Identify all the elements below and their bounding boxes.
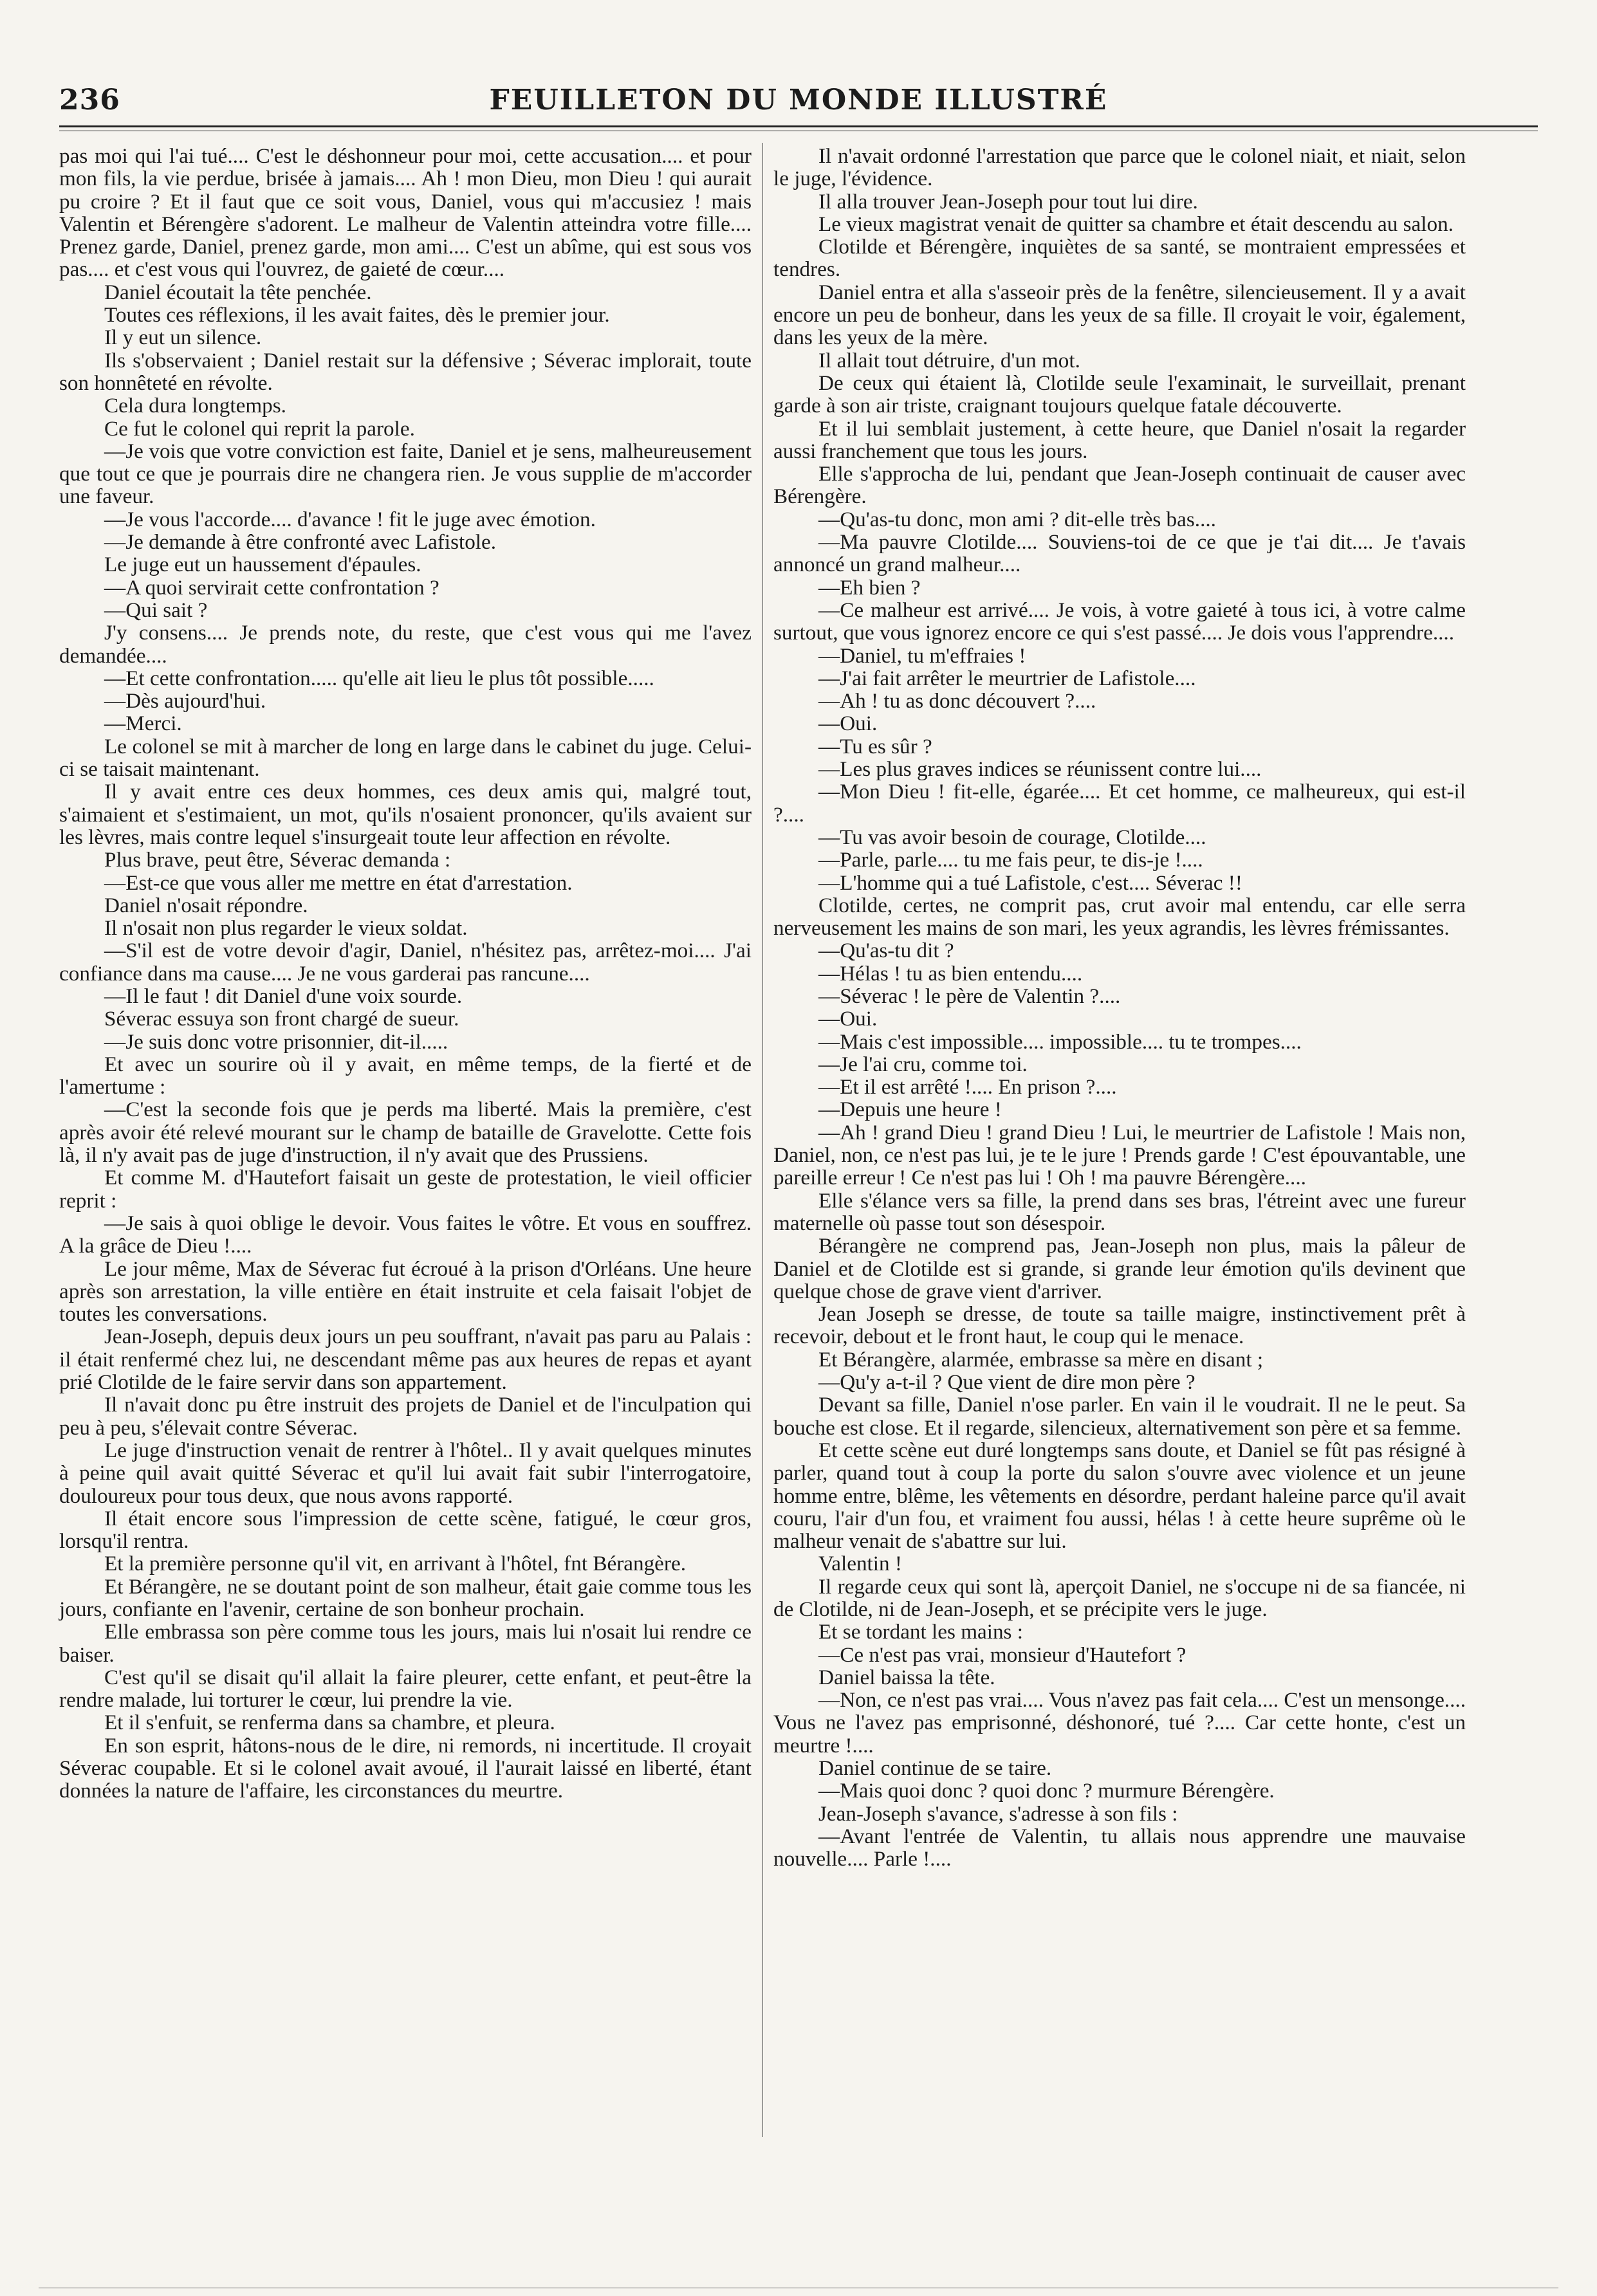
paragraph: —Oui.: [818, 1007, 878, 1031]
paragraph: —S'il est de votre devoir d'agir, Daniel, n'hésitez pas, arrêtez-moi.... J'ai confiance dans ma cause.... Je ne vous garderai pas rancune....: [59, 939, 752, 986]
paragraph: Séverac essuya son front chargé de sueur.: [104, 1007, 459, 1031]
paragraph: —Ce malheur est arrivé.... Je vois, à votre gaieté à tous ici, à votre calme surtout, que vous ignorez encore ce qui s'est passé.... Je dois vous l'apprendre....: [773, 598, 1466, 645]
paragraph: Et cette scène eut duré longtemps sans doute, et Daniel se fût pas résigné à parler, quand tout à coup la porte du salon s'ouvre avec violence et un jeune homme entre, blême, les vêtements en désordre, perdant haleine parce qu'il avait couru, l'air d'un fou, et vraiment fou aussi, hélas ! à cette heure suprême où le malheur venait de s'abattre sur lui.: [773, 1438, 1466, 1554]
paragraph: —Parle, parle.... tu me fais peur, te dis-je !....: [818, 848, 1203, 872]
paragraph: —Les plus graves indices se réunissent contre lui....: [818, 757, 1262, 782]
paragraph: —Depuis une heure !: [818, 1097, 1002, 1122]
paragraph: Il était encore sous l'impression de cette scène, fatigué, le cœur gros, lorsqu'il rentra.: [59, 1506, 752, 1554]
paragraph: Il n'avait ordonné l'arrestation que parce que le colonel niait, et niait, selon le juge, l'évidence.: [773, 144, 1466, 191]
paragraph: Il n'avait donc pu être instruit des projets de Daniel et de l'inculpation qui peu à peu, s'élevait contre Séverac.: [59, 1393, 752, 1440]
paragraph: Et comme M. d'Hautefort faisait un geste de protestation, le vieil officier reprit :: [59, 1166, 752, 1213]
paragraph: Il y eut un silence.: [104, 326, 262, 350]
paragraph: —Je suis donc votre prisonnier, dit-il.....: [104, 1029, 448, 1054]
paragraph: Il alla trouver Jean-Joseph pour tout lui dire.: [818, 189, 1198, 214]
paragraph: Valentin !: [818, 1552, 902, 1576]
paragraph: Le juge d'instruction venait de rentrer à l'hôtel.. Il y avait quelques minutes à peine quil avait quitté Séverac et qu'il lui avait fait subir l'interrogatoire, douloureux pour tous deux, que nous avons rapporté.: [59, 1438, 752, 1508]
paragraph: —Eh bien ?: [818, 575, 921, 600]
paragraph: Bérangère ne comprend pas, Jean-Joseph non plus, mais la pâleur de Daniel et de Clotilde est si grande, si grande leur émotion qu'ils devinent que quelque chose de grave vient d'arriver.: [773, 1234, 1466, 1303]
paragraph: —Non, ce n'est pas vrai.... Vous n'avez pas fait cela.... C'est un mensonge.... Vous ne l'avez pas emprisonné, déshonoré, tué ?.... Car cette honte, c'est un meurtre !....: [773, 1688, 1466, 1758]
paragraph: Et Bérangère, alarmée, embrasse sa mère en disant ;: [818, 1347, 1264, 1372]
paragraph: —Il le faut ! dit Daniel d'une voix sourde.: [104, 984, 463, 1008]
paragraph: Cela dura longtemps.: [104, 394, 286, 418]
paragraph: Clotilde et Bérengère, inquiètes de sa santé, se montraient empressées et tendres.: [773, 235, 1466, 282]
paragraph: —C'est la seconde fois que je perds ma liberté. Mais la première, c'est après avoir été relevé mourant sur le champ de bataille de Gravelotte. Cette fois là, il n'y avait pas de juge d'instruction, il n'y avait que des Prussiens.: [59, 1097, 752, 1168]
paragraph: —Mais quoi donc ? quoi donc ? murmure Bérengère.: [818, 1779, 1275, 1803]
paragraph: J'y consens.... Je prends note, du reste, que c'est vous qui me l'avez demandée....: [59, 621, 752, 668]
paragraph: Plus brave, peut être, Séverac demanda :: [104, 848, 451, 872]
paragraph: Et il lui semblait justement, à cette heure, que Daniel n'osait la regarder aussi franchement que tous les jours.: [773, 416, 1466, 463]
paragraph: Jean-Joseph s'avance, s'adresse à son fils :: [818, 1801, 1178, 1826]
paragraph: —Mon Dieu ! fit-elle, égarée.... Et cet homme, ce malheureux, qui est-il ?....: [773, 780, 1466, 827]
paragraph: Et avec un sourire où il y avait, en même temps, de la fierté et de l'amertume :: [59, 1052, 752, 1099]
paragraph: Et il s'enfuit, se renferma dans sa chambre, et pleura.: [104, 1711, 555, 1735]
paragraph: —Ce n'est pas vrai, monsieur d'Hautefort ?: [818, 1642, 1186, 1667]
header-rule: [59, 125, 1538, 127]
paragraph: Le vieux magistrat venait de quitter sa chambre et était descendu au salon.: [818, 212, 1454, 236]
paragraph: Clotilde, certes, ne comprit pas, crut avoir mal entendu, car elle serra nerveusement les mains de son mari, les yeux agrandis, les lèvres frémissantes.: [773, 893, 1466, 941]
paragraph: —J'ai fait arrêter le meurtrier de Lafistole....: [818, 666, 1196, 690]
paragraph: Toutes ces réflexions, il les avait faites, dès le premier jour.: [104, 303, 610, 327]
paragraph: —Dès aujourd'hui.: [104, 689, 266, 713]
paragraph: —Ah ! tu as donc découvert ?....: [818, 689, 1096, 713]
paragraph: Et la première personne qu'il vit, en arrivant à l'hôtel, fnt Bérangère.: [104, 1552, 686, 1576]
paragraph: Ils s'observaient ; Daniel restait sur la défensive ; Séverac implorait, toute son honnêteté en révolte.: [59, 348, 752, 395]
paragraph: —Qui sait ?: [104, 598, 208, 622]
paragraph: —Tu es sûr ?: [818, 734, 932, 758]
paragraph: —Mais c'est impossible.... impossible.... tu te trompes....: [818, 1029, 1302, 1054]
page-number: 236: [59, 84, 120, 116]
paragraph: —Je demande à être confronté avec Lafistole.: [104, 530, 497, 555]
paragraph: —Qu'y a-t-il ? Que vient de dire mon père ?: [818, 1370, 1195, 1395]
paragraph: Jean Joseph se dresse, de toute sa taille maigre, instinctivement prêt à recevoir, debout et le front haut, le coup qui le menace.: [773, 1302, 1466, 1349]
paragraph: Et se tordant les mains :: [818, 1620, 1023, 1644]
paragraph: Daniel n'osait répondre.: [104, 893, 308, 917]
paragraph: —Est-ce que vous aller me mettre en état d'arrestation.: [104, 870, 573, 895]
paragraph: De ceux qui étaient là, Clotilde seule l'examinait, le surveillait, prenant garde à son air triste, craignant toujours quelque fatale découverte.: [773, 371, 1466, 418]
paragraph: —Oui.: [818, 712, 878, 736]
paragraph: Daniel baissa la tête.: [818, 1665, 995, 1689]
paragraph: Daniel écoutait la tête penchée.: [104, 280, 372, 304]
column-divider: [762, 143, 763, 2137]
paragraph: —Je vous l'accorde.... d'avance ! fit le juge avec émotion.: [104, 507, 596, 531]
paragraph: Daniel entra et alla s'asseoir près de la fenêtre, silencieusement. Il y a avait encore un peu de bonheur, dans les yeux de sa fille. Il croyait le voir, également, dans les yeux de la mère.: [773, 280, 1466, 350]
paragraph: —Tu vas avoir besoin de courage, Clotilde....: [818, 825, 1206, 849]
paragraph: Et Bérangère, ne se doutant point de son malheur, était gaie comme tous les jours, confiante en l'avenir, certaine de son bonheur prochain.: [59, 1574, 752, 1621]
paragraph: Il allait tout détruire, d'un mot.: [818, 348, 1080, 372]
paragraph: —Ah ! grand Dieu ! grand Dieu ! Lui, le meurtrier de Lafistole ! Mais non, Daniel, non, ce n'est pas lui, je te le jure ! Prends garde ! C'est épouvantable, une pareille erreur ! Ce n'est pas lui ! Oh ! ma pauvre Bérengère....: [773, 1120, 1466, 1190]
paragraph: —Et il est arrêté !.... En prison ?....: [818, 1075, 1117, 1099]
page-title: FEUILLETON DU MONDE ILLUSTRÉ: [489, 84, 1108, 116]
paragraph: —Et cette confrontation..... qu'elle ait lieu le plus tôt possible.....: [104, 666, 654, 690]
left-text-column: [59, 145, 752, 1803]
paragraph: —Séverac ! le père de Valentin ?....: [818, 984, 1121, 1008]
paragraph: —Hélas ! tu as bien entendu....: [818, 961, 1083, 986]
paragraph: Elle s'élance vers sa fille, la prend dans ses bras, l'étreint avec une fureur maternelle où passe tout son désespoir.: [773, 1188, 1466, 1235]
paragraph: —Qu'as-tu donc, mon ami ? dit-elle très bas....: [818, 507, 1216, 531]
paragraph: Il regarde ceux qui sont là, aperçoit Daniel, ne s'occupe ni de sa fiancée, ni de Clotilde, ni de Jean-Joseph, et se précipite vers le juge.: [773, 1574, 1466, 1621]
paragraph: —Avant l'entrée de Valentin, tu allais nous apprendre une mauvaise nouvelle.... Parle !....: [773, 1824, 1466, 1871]
paragraph: Le juge eut un haussement d'épaules.: [104, 553, 421, 577]
paragraph: —Qu'as-tu dit ?: [818, 939, 954, 963]
paragraph: Daniel continue de se taire.: [818, 1756, 1052, 1781]
paragraph: Ce fut le colonel qui reprit la parole.: [104, 416, 415, 441]
paragraph: Il y avait entre ces deux hommes, ces deux amis qui, malgré tout, s'aimaient et s'estimaient, un mot, qu'ils n'osaient prononcer, qu'ils avaient sur les lèvres, mais contre lequel s'insurgeait toute leur affection en révolte.: [59, 780, 752, 849]
paragraph: —Je l'ai cru, comme toi.: [818, 1052, 1028, 1076]
paragraph: Elle embrassa son père comme tous les jours, mais lui n'osait lui rendre ce baiser.: [59, 1620, 752, 1667]
paragraph: Jean-Joseph, depuis deux jours un peu souffrant, n'avait pas paru au Palais : il était renfermé chez lui, ne descendant même pas aux heures de repas et ayant prié Clotilde de le faire servir dans son appartement.: [59, 1325, 752, 1395]
paragraph: —A quoi servirait cette confrontation ?: [104, 575, 439, 600]
paragraph: Il n'osait non plus regarder le vieux soldat.: [104, 916, 468, 941]
paragraph: Devant sa fille, Daniel n'ose parler. En vain il le voudrait. Il ne le peut. Sa bouche est close. Et il regarde, silencieux, alternativement son père et sa femme.: [773, 1393, 1466, 1440]
paragraph: C'est qu'il se disait qu'il allait la faire pleurer, cette enfant, et peut-être la rendre malade, lui torturer le cœur, lui prendre la vie.: [59, 1665, 752, 1713]
paragraph: —Je sais à quoi oblige le devoir. Vous faites le vôtre. Et vous en souffrez. A la grâce de Dieu !....: [59, 1211, 752, 1258]
paragraph: Le jour même, Max de Séverac fut écroué à la prison d'Orléans. Une heure après son arrestation, la ville entière en était instruite et cela faisait l'objet de toutes les conversations.: [59, 1256, 752, 1327]
paragraph: Elle s'approcha de lui, pendant que Jean-Joseph continuait de causer avec Bérengère.: [773, 462, 1466, 509]
right-text-column: [773, 145, 1466, 1871]
paragraph: —Daniel, tu m'effraies !: [818, 643, 1026, 668]
paragraph: —Merci.: [104, 712, 182, 736]
paragraph: —Je vois que votre conviction est faite, Daniel et je sens, malheureusement que tout ce que je pourrais dire ne changera rien. Je vous supplie de m'accorder une faveur.: [59, 439, 752, 509]
paragraph: —Ma pauvre Clotilde.... Souviens-toi de ce que je t'ai dit.... Je t'avais annoncé un grand malheur....: [773, 530, 1466, 577]
paragraph: —L'homme qui a tué Lafistole, c'est.... Séverac !!: [818, 870, 1242, 895]
paragraph: En son esprit, hâtons-nous de le dire, ni remords, ni incertitude. Il croyait Séverac coupable. Et si le colonel avait avoué, il l'aurait laissé en liberté, étant données la nature de l'affaire, les circonstances du meurtre.: [59, 1733, 752, 1803]
paragraph: Le colonel se mit à marcher de long en large dans le cabinet du juge. Celui-ci se taisait maintenant.: [59, 734, 752, 782]
paragraph: pas moi qui l'ai tué.... C'est le déshonneur pour moi, cette accusation.... et pour mon fils, la vie perdue, brisée à jamais.... Ah ! mon Dieu, mon Dieu ! qui aurait pu croire ? Et il faut que ce soit vous, Daniel, vous qui m'accusiez ! mais Valentin et Bérengère s'adorent. Le malheur de Valentin atteindra votre fille.... Prenez garde, Daniel, prenez garde, mon ami.... C'est un abîme, qui est sous vos pas.... et c'est vous qui l'ouvrez, de gaieté de cœur....: [59, 144, 752, 282]
